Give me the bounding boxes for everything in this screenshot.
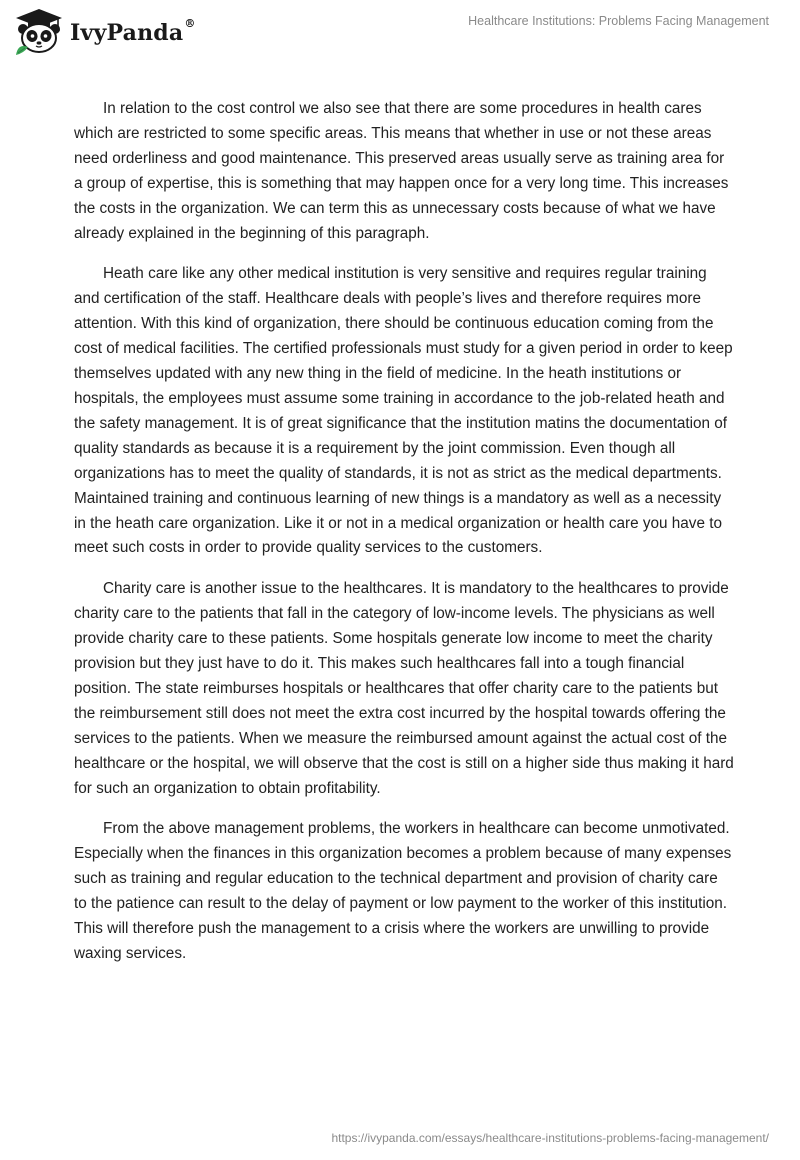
paragraph-training-certification: Heath care like any other medical institution is very sensitive and requires regular training and certification of the staff. Healthcare deals with people’s lives and therefore requires more attention. With this kind of organization, there should be continuous education coming from the cost of medical facilities. The certified professionals must study for a given period in order to keep themselves updated with any new thing in the field of medicine. In the heath institutions or hospitals, the employees must assume some training in accordance to the job-related heath and the safety management. It is of great significance that the institution matins the documentation of quality standards as because it is a requirement by the joint commission. Even though all organizations has to meet the quality of standards, it is not as strict as the medical departments. Maintained training and continuous learning of new things is a mandatory as well as a necessity in the heath care organization. Like it or not in a medical organization or health care you have to meet such costs in order to provide quality services to the customers. <box>74 265 733 557</box>
paragraph-worker-motivation: From the above management problems, the workers in healthcare can become unmotivated. Especially when the finances in this organization becomes a problem because of many expenses such as training and regular education to the technical department and provision of charity care to the patience can result to the delay of payment or low payment to the worker of this institution. This will therefore push the management to a crisis where the workers are unwilling to provide waxing services. <box>74 820 732 962</box>
panda-graduate-icon <box>12 7 66 57</box>
paragraph-cost-control: In relation to the cost control we also see that there are some procedures in health cares which are restricted to some specific areas. This means that whether in use or not these areas need orderliness and good maintenance. This preserved areas usually serve as training area for a group of expertise, this is something that may happen once for a very long time. This increases the costs in the organization. We can term this as unnecessary costs because of what we have already explained in the beginning of this paragraph. <box>74 100 729 242</box>
source-url-link[interactable]: https://ivypanda.com/essays/healthcare-institutions-problems-facing-management/ <box>331 1131 769 1145</box>
document-title: Healthcare Institutions: Problems Facing Management <box>468 14 769 28</box>
page-header <box>0 0 800 60</box>
brand-logo-link[interactable] <box>12 7 196 57</box>
paragraph-charity-care: Charity care is another issue to the healthcares. It is mandatory to the healthcares to provide charity care to the patients that fall in the category of low-income levels. The physicians as well provide charity care to these patients. Some hospitals generate low income to meet the charity provision but they just have to do it. This makes such healthcares fall into a tough financial position. The state reimburses hospitals or healthcares that offer charity care to the patients but the reimbursement still does not meet the extra cost incurred by the hospital towards offering the services to the patients. When we measure the reimbursed amount against the actual cost of the healthcare or the hospital, we will observe that the cost is still on a higher side thus making it hard for such an organization to obtain profitability. <box>74 580 734 797</box>
essay-body <box>74 97 734 983</box>
brand-name: IvyPanda® <box>70 17 196 46</box>
registered-mark: ® <box>184 17 196 30</box>
